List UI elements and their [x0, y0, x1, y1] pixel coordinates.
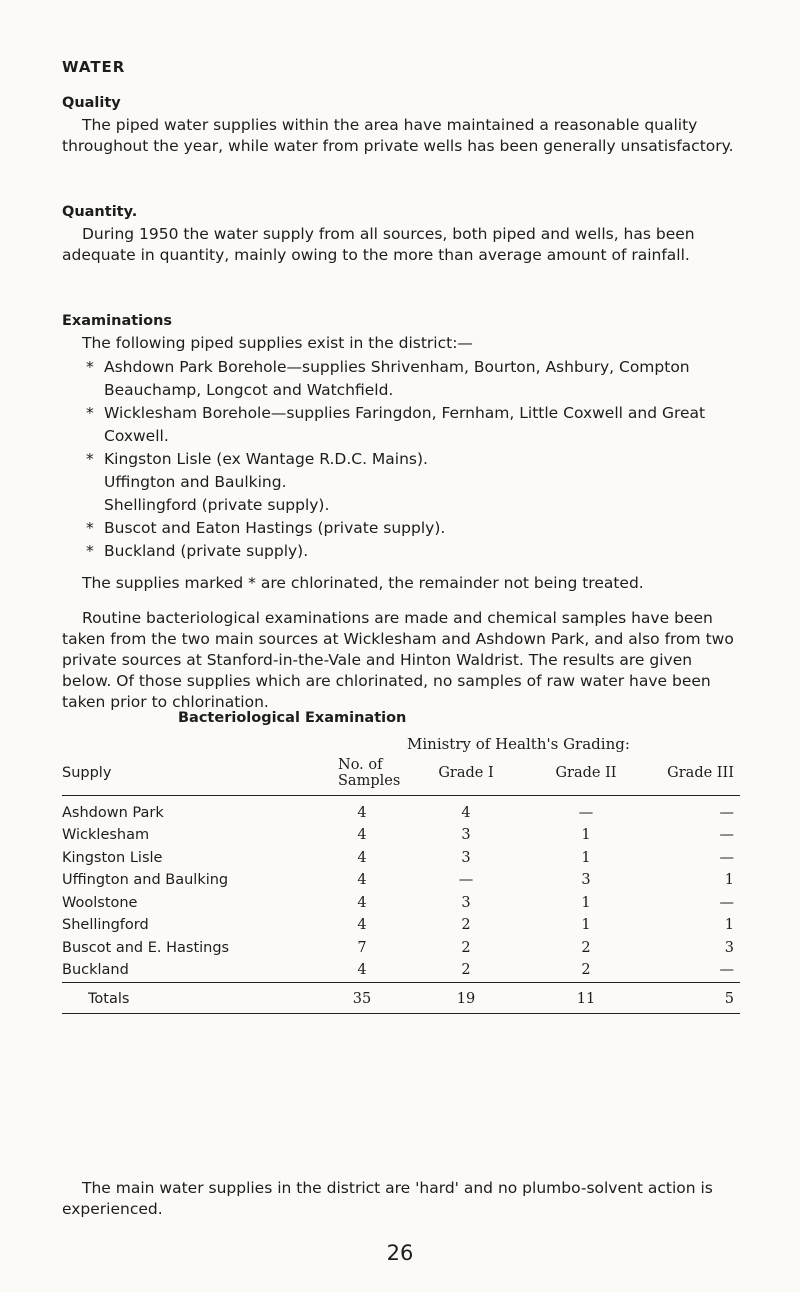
list-item — [62, 356, 740, 402]
cell-samples: 4 — [357, 917, 367, 934]
cell-samples: 4 — [357, 849, 367, 866]
supply-text: Shellingford (private supply). — [104, 496, 330, 514]
cell-grade-3: 1 — [724, 917, 734, 934]
table-title: Bacteriological Examination — [178, 710, 407, 726]
chlorinated-marker: * — [86, 358, 94, 376]
list-item — [62, 517, 740, 540]
header-grade-3: Grade III — [667, 765, 734, 781]
cell-grade-3: — — [719, 827, 734, 844]
page-number: 26 — [386, 1241, 414, 1265]
examinations-title: Examinations — [62, 313, 173, 329]
table-row — [62, 796, 740, 825]
cell-samples: 4 — [357, 827, 367, 844]
supply-text: Wicklesham Borehole—supplies Faringdon, Fernham, Little Coxwell and Great Coxwell. — [104, 404, 706, 445]
cell-samples: 4 — [357, 962, 367, 979]
table-row — [62, 824, 740, 847]
cell-grade-2: 1 — [581, 894, 591, 911]
table-row — [62, 914, 740, 937]
quantity-text: During 1950 the water supply from all sources, both piped and wells, has been adequate in quantity, mainly owing to the more than average amount of rainfall. — [62, 225, 695, 264]
cell-supply: Shellingford — [62, 917, 149, 934]
footer-text: The main water supplies in the district are 'hard' and no plumbo-solvent action is experienced. — [62, 1179, 713, 1218]
header-grade-2: Grade II — [555, 765, 617, 781]
list-item — [62, 494, 740, 517]
cell-grade-3: — — [719, 894, 734, 911]
cell-grade-2: 2 — [581, 939, 591, 956]
cell-grade-3: 1 — [724, 872, 734, 889]
totals-label: Totals — [88, 990, 130, 1007]
quality-text: The piped water supplies within the area have maintained a reasonable quality throughout the year, while water from private wells has been generally unsatisfactory. — [62, 116, 734, 155]
table-row — [62, 892, 740, 915]
cell-supply: Ashdown Park — [62, 805, 164, 821]
quality-title: Quality — [62, 95, 121, 111]
supply-text: Buscot and Eaton Hastings (private supply). — [104, 519, 446, 537]
totals-samples: 35 — [352, 990, 372, 1007]
table-row — [62, 869, 740, 892]
cell-grade-1: 2 — [461, 917, 471, 934]
supply-text: Uffington and Baulking. — [104, 473, 287, 491]
routine-paragraph: Routine bacteriological examinations are made and chemical samples have been taken from the two main sources at Wicklesham and Ashdown Park, and also from two private sources at Stanford-in-the-Vale and Hinton Waldrist. The results are given below. Of those supplies which are chlorinated, no samples of raw water have been taken prior to chlorination. — [62, 609, 734, 711]
cell-grade-3: — — [719, 962, 734, 979]
header-grade-1: Grade I — [438, 765, 494, 781]
cell-grade-2: 2 — [581, 962, 591, 979]
totals-grade-1: 19 — [456, 990, 476, 1007]
list-item — [62, 471, 740, 494]
cell-samples: 4 — [357, 805, 367, 821]
chlorinated-marker: * — [86, 404, 94, 422]
chlorinated-marker: * — [86, 542, 94, 560]
cell-grade-1: 4 — [461, 805, 471, 821]
quantity-title: Quantity. — [62, 204, 138, 220]
cell-supply: Wicklesham — [62, 827, 150, 844]
list-item — [62, 448, 740, 471]
supply-text: Buckland (private supply). — [104, 542, 309, 560]
bacteriological-table — [62, 757, 740, 1014]
cell-grade-3: — — [719, 849, 734, 866]
header-samples: No. of Samples — [338, 757, 401, 789]
cell-supply: Buscot and E. Hastings — [62, 939, 230, 956]
cell-grade-1: 3 — [461, 894, 471, 911]
table-row — [62, 959, 740, 982]
chlorinated-marker: * — [86, 519, 94, 537]
cell-grade-2: 3 — [581, 872, 591, 889]
totals-grade-2: 11 — [576, 990, 596, 1007]
cell-supply: Woolstone — [62, 894, 138, 911]
grading-label: Ministry of Health's Grading: — [407, 735, 630, 753]
table-header-row — [62, 757, 740, 796]
supply-text: Kingston Lisle (ex Wantage R.D.C. Mains). — [104, 450, 428, 468]
chlorination-note: The supplies marked * are chlorinated, the remainder not being treated. — [82, 574, 644, 592]
cell-grade-1: 2 — [461, 962, 471, 979]
cell-grade-1: — — [458, 872, 474, 889]
section-heading: WATER — [62, 58, 126, 76]
examinations-section — [62, 313, 740, 713]
cell-supply: Uffington and Baulking — [62, 872, 229, 889]
quality-section — [62, 95, 740, 157]
cell-supply: Kingston Lisle — [62, 849, 163, 866]
examinations-intro: The following piped supplies exist in the district:— — [82, 334, 473, 352]
cell-grade-3: 3 — [724, 939, 734, 956]
supplies-list — [62, 356, 740, 563]
quantity-section — [62, 204, 740, 266]
cell-samples: 4 — [357, 894, 367, 911]
cell-samples: 7 — [357, 939, 367, 956]
footer-section — [62, 1178, 740, 1220]
cell-grade-2: — — [578, 805, 594, 821]
cell-grade-2: 1 — [581, 827, 591, 844]
table-row — [62, 937, 740, 960]
list-item — [62, 540, 740, 563]
cell-grade-1: 3 — [461, 827, 471, 844]
cell-grade-3: — — [719, 805, 734, 821]
table-row — [62, 847, 740, 870]
supply-text: Ashdown Park Borehole—supplies Shrivenham, Bourton, Ashbury, Compton Beauchamp, Longcot and Watchfield. — [104, 358, 690, 399]
list-item — [62, 402, 740, 448]
cell-grade-2: 1 — [581, 849, 591, 866]
totals-grade-3: 5 — [724, 990, 734, 1007]
cell-grade-1: 3 — [461, 849, 471, 866]
totals-row — [62, 982, 740, 1013]
chlorinated-marker: * — [86, 450, 94, 468]
cell-supply: Buckland — [62, 962, 129, 979]
header-supply: Supply — [62, 765, 112, 781]
cell-grade-2: 1 — [581, 917, 591, 934]
cell-grade-1: 2 — [461, 939, 471, 956]
cell-samples: 4 — [357, 872, 367, 889]
